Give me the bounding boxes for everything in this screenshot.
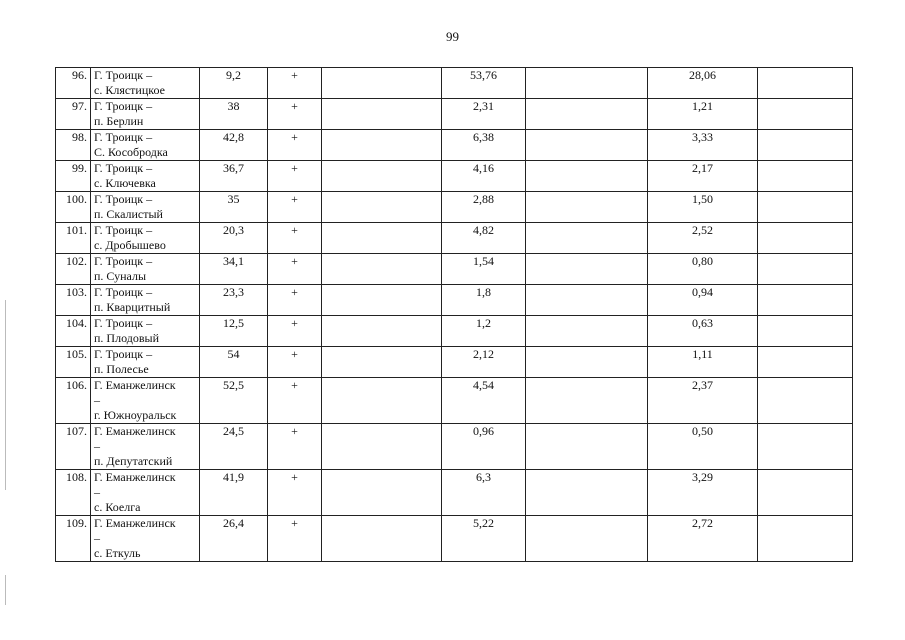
- cell-row-number: 109.: [56, 516, 91, 562]
- cell-empty: [322, 316, 442, 347]
- cell-empty: [758, 516, 853, 562]
- cell-distance: 23,3: [200, 285, 268, 316]
- cell-mark: +: [268, 316, 322, 347]
- cell-mark: +: [268, 254, 322, 285]
- cell-route: Г. Троицк – с. Дробышево: [91, 223, 200, 254]
- cell-empty: [758, 99, 853, 130]
- cell-value: 28,06: [648, 68, 758, 99]
- cell-empty: [526, 223, 648, 254]
- cell-empty: [322, 254, 442, 285]
- cell-route: Г. Троицк – п. Суналы: [91, 254, 200, 285]
- cell-empty: [526, 99, 648, 130]
- cell-value: 6,38: [442, 130, 526, 161]
- cell-row-number: 103.: [56, 285, 91, 316]
- cell-mark: +: [268, 347, 322, 378]
- cell-value: 4,54: [442, 378, 526, 424]
- cell-value: 1,21: [648, 99, 758, 130]
- cell-route: Г. Еманжелинск – с. Еткуль: [91, 516, 200, 562]
- cell-empty: [322, 516, 442, 562]
- cell-route: Г. Еманжелинск – п. Депутатский: [91, 424, 200, 470]
- cell-value: 2,31: [442, 99, 526, 130]
- cell-route: Г. Троицк – п. Полесье: [91, 347, 200, 378]
- cell-value: 0,80: [648, 254, 758, 285]
- cell-empty: [526, 347, 648, 378]
- table-row: [56, 99, 853, 130]
- cell-empty: [758, 470, 853, 516]
- table-row: [56, 161, 853, 192]
- cell-value: 3,29: [648, 470, 758, 516]
- cell-distance: 24,5: [200, 424, 268, 470]
- cell-empty: [322, 99, 442, 130]
- table-row: [56, 470, 853, 516]
- cell-empty: [758, 130, 853, 161]
- cell-mark: +: [268, 68, 322, 99]
- cell-empty: [526, 161, 648, 192]
- cell-distance: 26,4: [200, 516, 268, 562]
- cell-empty: [758, 161, 853, 192]
- cell-distance: 12,5: [200, 316, 268, 347]
- cell-row-number: 106.: [56, 378, 91, 424]
- cell-distance: 54: [200, 347, 268, 378]
- cell-route: Г. Троицк – п. Скалистый: [91, 192, 200, 223]
- cell-route: Г. Еманжелинск – с. Коелга: [91, 470, 200, 516]
- cell-value: 2,17: [648, 161, 758, 192]
- cell-mark: +: [268, 424, 322, 470]
- table-row: [56, 378, 853, 424]
- cell-value: 0,96: [442, 424, 526, 470]
- cell-empty: [526, 130, 648, 161]
- table-row: [56, 223, 853, 254]
- cell-value: 4,82: [442, 223, 526, 254]
- cell-value: 3,33: [648, 130, 758, 161]
- cell-value: 0,94: [648, 285, 758, 316]
- cell-empty: [526, 192, 648, 223]
- cell-row-number: 104.: [56, 316, 91, 347]
- cell-mark: +: [268, 285, 322, 316]
- cell-route: Г. Еманжелинск – г. Южноуральск: [91, 378, 200, 424]
- cell-distance: 36,7: [200, 161, 268, 192]
- cell-route: Г. Троицк – п. Берлин: [91, 99, 200, 130]
- cell-empty: [322, 470, 442, 516]
- cell-mark: +: [268, 161, 322, 192]
- table-row: [56, 516, 853, 562]
- cell-empty: [322, 285, 442, 316]
- cell-empty: [526, 316, 648, 347]
- cell-value: 1,54: [442, 254, 526, 285]
- cell-value: 0,63: [648, 316, 758, 347]
- cell-empty: [758, 378, 853, 424]
- cell-empty: [322, 347, 442, 378]
- cell-mark: +: [268, 130, 322, 161]
- cell-distance: 52,5: [200, 378, 268, 424]
- cell-empty: [758, 424, 853, 470]
- cell-empty: [758, 254, 853, 285]
- cell-route: Г. Троицк – п. Кварцитный: [91, 285, 200, 316]
- cell-route: Г. Троицк – с. Клястицкое: [91, 68, 200, 99]
- margin-mark: [5, 300, 6, 490]
- cell-route: Г. Троицк – с. Ключевка: [91, 161, 200, 192]
- cell-distance: 20,3: [200, 223, 268, 254]
- table-row: [56, 192, 853, 223]
- cell-distance: 38: [200, 99, 268, 130]
- cell-distance: 9,2: [200, 68, 268, 99]
- cell-empty: [322, 424, 442, 470]
- cell-mark: +: [268, 470, 322, 516]
- cell-empty: [758, 68, 853, 99]
- cell-row-number: 97.: [56, 99, 91, 130]
- cell-mark: +: [268, 516, 322, 562]
- cell-empty: [758, 285, 853, 316]
- cell-empty: [758, 223, 853, 254]
- cell-value: 2,72: [648, 516, 758, 562]
- cell-row-number: 107.: [56, 424, 91, 470]
- cell-empty: [322, 161, 442, 192]
- cell-empty: [526, 254, 648, 285]
- cell-empty: [526, 424, 648, 470]
- cell-value: 2,88: [442, 192, 526, 223]
- margin-mark: [5, 575, 6, 605]
- cell-row-number: 105.: [56, 347, 91, 378]
- cell-value: 1,2: [442, 316, 526, 347]
- cell-value: 1,11: [648, 347, 758, 378]
- cell-empty: [526, 470, 648, 516]
- table-row: [56, 68, 853, 99]
- cell-empty: [758, 347, 853, 378]
- cell-row-number: 100.: [56, 192, 91, 223]
- cell-empty: [322, 223, 442, 254]
- cell-row-number: 108.: [56, 470, 91, 516]
- table-row: [56, 424, 853, 470]
- cell-row-number: 101.: [56, 223, 91, 254]
- cell-empty: [526, 378, 648, 424]
- table-row: [56, 347, 853, 378]
- cell-mark: +: [268, 223, 322, 254]
- cell-value: 2,12: [442, 347, 526, 378]
- cell-value: 1,50: [648, 192, 758, 223]
- cell-row-number: 102.: [56, 254, 91, 285]
- table-row: [56, 316, 853, 347]
- cell-mark: +: [268, 378, 322, 424]
- table-body: [56, 68, 853, 562]
- cell-distance: 35: [200, 192, 268, 223]
- cell-route: Г. Троицк – п. Плодовый: [91, 316, 200, 347]
- page-number: 99: [446, 29, 459, 44]
- cell-value: 0,50: [648, 424, 758, 470]
- cell-value: 2,37: [648, 378, 758, 424]
- cell-empty: [322, 130, 442, 161]
- table-row: [56, 130, 853, 161]
- cell-empty: [758, 192, 853, 223]
- cell-row-number: 96.: [56, 68, 91, 99]
- cell-distance: 42,8: [200, 130, 268, 161]
- cell-empty: [322, 68, 442, 99]
- cell-value: 2,52: [648, 223, 758, 254]
- cell-mark: +: [268, 99, 322, 130]
- cell-mark: +: [268, 192, 322, 223]
- cell-value: 53,76: [442, 68, 526, 99]
- table-row: [56, 254, 853, 285]
- cell-distance: 41,9: [200, 470, 268, 516]
- cell-row-number: 99.: [56, 161, 91, 192]
- cell-value: 1,8: [442, 285, 526, 316]
- cell-value: 5,22: [442, 516, 526, 562]
- cell-value: 6,3: [442, 470, 526, 516]
- cell-empty: [526, 285, 648, 316]
- routes-table: [55, 67, 853, 562]
- cell-value: 4,16: [442, 161, 526, 192]
- cell-route: Г. Троицк – С. Кособродка: [91, 130, 200, 161]
- cell-empty: [322, 378, 442, 424]
- table-row: [56, 285, 853, 316]
- cell-empty: [526, 516, 648, 562]
- cell-empty: [322, 192, 442, 223]
- cell-distance: 34,1: [200, 254, 268, 285]
- cell-empty: [526, 68, 648, 99]
- cell-row-number: 98.: [56, 130, 91, 161]
- cell-empty: [758, 316, 853, 347]
